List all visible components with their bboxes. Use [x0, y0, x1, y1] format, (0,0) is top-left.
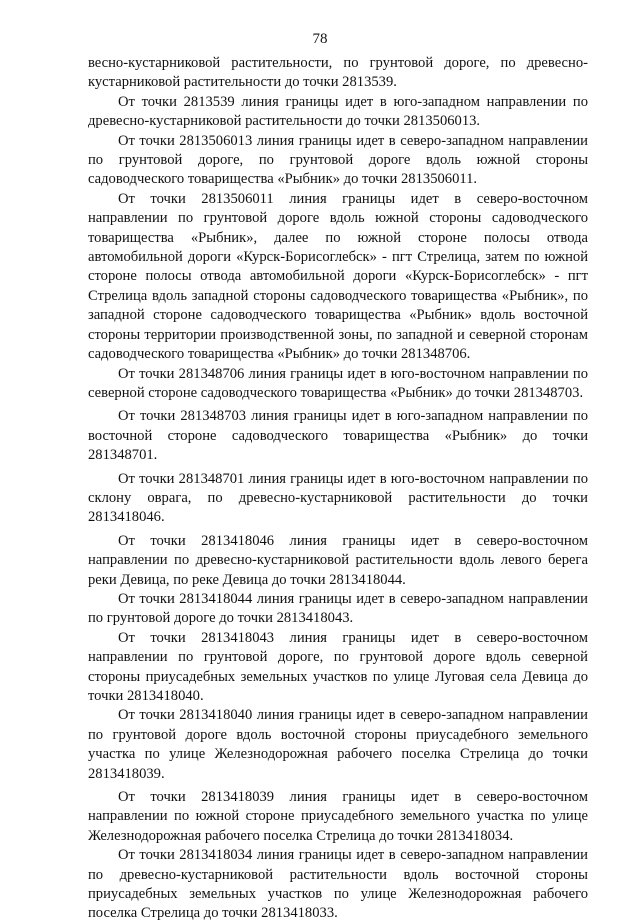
paragraph-2813418043: От точки 2813418043 линия границы идет в северо-восточном направлении по грунтовой дороге, по грунтовой дороге вдоль северной стороны приусадебных земельных участков по улице Луговая села Девица до точки 2813418040.: [88, 629, 588, 704]
paragraph-2813418044: От точки 2813418044 линия границы идет в северо-западном направлении по грунтовой дороге до точки 2813418043.: [88, 590, 588, 627]
document-body: [88, 54, 588, 924]
paragraph-281348701: От точки 281348701 линия границы идет в юго-восточном направлении по склону оврага, по древесно-кустарниковой растительности до точки 2813418046.: [88, 470, 588, 526]
paragraph-2813506013: От точки 2813506013 линия границы идет в северо-западном направлении по грунтовой дороге, по грунтовой дороге вдоль южной стороны садоводческого товарищества «Рыбник» до точки 2813506011.: [88, 132, 588, 188]
paragraph-2813539: От точки 2813539 линия границы идет в юго-западном направлении по древесно-кустарниковой растительности до точки 2813506013.: [88, 93, 588, 130]
paragraph-281348703: От точки 281348703 линия границы идет в юго-западном направлении по восточной стороне садоводческого товарищества «Рыбник» до точки 281348701.: [88, 408, 588, 464]
paragraph-2813418046: От точки 2813418046 линия границы идет в северо-восточном направлении по древесно-кустарниковой растительности вдоль левого берега реки Девица, по реке Девица до точки 2813418044.: [88, 532, 588, 588]
paragraph-continuation: весно-кустарниковой растительности, по грунтовой дороге, по древесно-кустарниковой растительности до точки 2813539.: [88, 55, 588, 91]
paragraph-281348706: От точки 281348706 линия границы идет в юго-восточном направлении по северной стороне садоводческого товарищества «Рыбник» до точки 281348703.: [88, 365, 588, 401]
paragraph-2813506011: От точки 2813506011 линия границы идет в северо-восточном направлении по грунтовой дороге вдоль южной стороны садоводческого товарищества «Рыбник», далее по южной стороне полосы отвода автомобильной дороги «Курск-Борисоглебск» - пгт Стрелица, затем по южной стороне полосы отвода автомобильной дороги «Курск-Борисоглебск» - пгт Стрелица вдоль западной стороны садоводческого товарищества «Рыбник», по западной стороне садоводческого товарищества «Рыбник» вдоль восточной стороны территории производственной зоны, по западной и северной сторонам садоводческого товарищества «Рыбник» до точки 281348706.: [88, 190, 588, 363]
paragraph-2813418034: От точки 2813418034 линия границы идет в северо-западном направлении по древесно-кустарниковой растительности вдоль восточной стороны приусадебных земельных участков по улице Железнодорожная рабочего поселка Стрелица до точки 2813418033.: [88, 847, 588, 922]
paragraph-2813418039: От точки 2813418039 линия границы идет в северо-восточном направлении по южной стороне приусадебного земельного участка по улице Железнодорожная рабочего поселка Стрелица до точки 2813418034.: [88, 789, 588, 844]
page-number: 78: [312, 31, 328, 47]
paragraph-2813418040: От точки 2813418040 линия границы идет в северо-западном направлении по грунтовой дороге вдоль восточной стороны приусадебного земельного участка по улице Железнодорожная рабочего поселка Стрелица до точки 2813418039.: [88, 707, 588, 782]
